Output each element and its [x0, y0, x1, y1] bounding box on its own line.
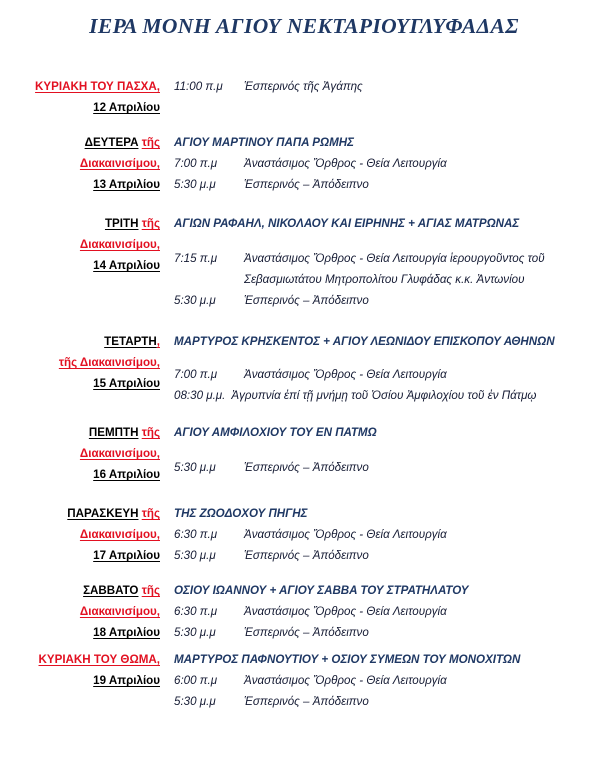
entry-day-label	[0, 580, 160, 601]
schedule-entry	[0, 132, 608, 195]
entry-day-column	[0, 503, 168, 566]
entry-date: 13 Απριλίου	[93, 178, 160, 191]
entry-day-label	[0, 422, 160, 443]
entry-detail-column	[168, 580, 608, 643]
service-time: 5:30 μ.μ	[174, 695, 216, 708]
service-description: Ἀναστάσιμος Ὄρθρος - Θεία Λειτουργία	[244, 605, 447, 618]
entry-day-column	[0, 649, 168, 691]
entry-day-label	[0, 76, 160, 97]
service-description: Ἑσπερινός – Ἀπόδειπνο	[244, 178, 369, 191]
service-line	[174, 524, 598, 545]
service-line	[174, 290, 598, 311]
entry-gap	[0, 485, 608, 503]
entry-day-qualifier: ΚΥΡΙΑΚΗ ΤΟΥ ΘΩΜΑ,	[38, 653, 160, 666]
entry-detail-column	[168, 331, 608, 406]
service-line	[174, 385, 598, 406]
entry-detail-column	[168, 132, 608, 195]
service-description: Ἑσπερινός – Ἀπόδειπνο	[244, 549, 369, 562]
service-description: Ἀγρυπνία ἐπί τῇ μνήμῃ τοῦ Ὁσίου Ἀμφιλοχίου τοῦ ἐν Πάτμῳ	[231, 389, 537, 402]
entry-date: 19 Απριλίου	[93, 674, 160, 687]
entry-day-column	[0, 580, 168, 643]
entry-gap	[0, 311, 608, 331]
entry-day-column	[0, 76, 168, 118]
entry-day-label	[0, 503, 160, 524]
entry-day-subtitle: τῆς Διακαινισίμου,	[58, 356, 160, 369]
entry-spacer	[174, 234, 598, 248]
entry-day-label	[0, 331, 160, 352]
entry-commemoration: ΜΑΡΤΥΡΟΣ ΠΑΦΝΟΥΤΙΟΥ + ΟΣΙΟΥ ΣΥΜΕΩΝ ΤΟΥ ΜΟΝΟΧΙΤΩΝ	[174, 653, 521, 666]
entry-day-name: ΠΕΜΠΤΗ	[88, 426, 139, 439]
entry-date: 15 Απριλίου	[93, 377, 160, 390]
entry-day-qualifier: ΚΥΡΙΑΚΗ ΤΟΥ ΠΑΣΧΑ,	[35, 80, 160, 93]
entry-day-qualifier: τῆς	[141, 217, 160, 230]
entry-spacer	[174, 443, 598, 457]
entry-date: 17 Απριλίου	[93, 549, 160, 562]
schedule-entry	[0, 422, 608, 485]
entry-commemoration: ΑΓΙΟΥ ΜΑΡΤΙΝΟΥ ΠΑΠΑ ΡΩΜΗΣ	[174, 136, 354, 149]
service-time: 08:30 μ.μ.	[174, 389, 226, 402]
service-description: Ἀναστάσιμος Ὄρθρος - Θεία Λειτουργία ἱερουργοῦντος τοῦ Σεβασμιωτάτου Μητροπολίτου Γλυφάδας κ.κ. Ἀντωνίου	[244, 252, 545, 286]
schedule-entry	[0, 331, 608, 406]
entry-gap	[0, 712, 608, 718]
entry-gap	[0, 195, 608, 213]
service-line	[174, 670, 598, 691]
service-time: 6:30 π.μ	[174, 605, 218, 618]
service-description: Ἑσπερινός – Ἀπόδειπνο	[244, 626, 369, 639]
service-time: 5:30 μ.μ	[174, 461, 216, 474]
entry-day-qualifier: τῆς	[141, 136, 160, 149]
service-description: Ἀναστάσιμος Ὄρθρος - Θεία Λειτουργία	[244, 368, 447, 381]
entry-commemoration: ΤΗΣ ΖΩΟΔΟΧΟΥ ΠΗΓΗΣ	[174, 507, 308, 520]
service-time: 5:30 μ.μ	[174, 549, 216, 562]
service-description: Ἑσπερινός τῆς Ἀγάπης	[244, 80, 363, 93]
entry-date: 12 Απριλίου	[93, 101, 160, 114]
entry-date: 16 Απριλίου	[93, 468, 160, 481]
entry-day-column	[0, 331, 168, 394]
entry-day-label	[0, 213, 160, 234]
entry-day-name: ΤΕΤΑΡΤΗ	[104, 335, 157, 348]
entry-gap	[0, 406, 608, 422]
service-line	[174, 76, 598, 97]
entry-detail-column	[168, 422, 608, 478]
entry-day-label	[0, 649, 160, 670]
entry-day-subtitle: Διακαινισίμου,	[79, 238, 160, 251]
schedule-entry	[0, 503, 608, 566]
entry-day-subtitle: Διακαινισίμου,	[79, 528, 160, 541]
entry-day-name: ΠΑΡΑΣΚΕΥΗ	[67, 507, 139, 520]
entry-day-column	[0, 422, 168, 485]
service-description: Ἑσπερινός – Ἀπόδειπνο	[244, 695, 369, 708]
service-time: 5:30 μ.μ	[174, 626, 216, 639]
entry-day-name: ΤΡΙΤΗ	[104, 217, 139, 230]
entry-commemoration: ΜΑΡΤΥΡΟΣ ΚΡΗΣΚΕΝΤΟΣ + ΑΓΙΟΥ ΛΕΩΝΙΔΟΥ ΕΠΙΣΚΟΠΟΥ ΑΘΗΝΩΝ	[174, 335, 555, 348]
service-line	[174, 601, 598, 622]
service-time: 6:30 π.μ	[174, 528, 218, 541]
service-description: Ἑσπερινός – Ἀπόδειπνο	[244, 461, 369, 474]
service-line	[174, 545, 598, 566]
service-description: Ἀναστάσιμος Ὄρθρος - Θεία Λειτουργία	[244, 157, 447, 170]
service-time: 7:00 π.μ	[174, 368, 218, 381]
entry-gap	[0, 118, 608, 132]
entry-spacer	[174, 352, 598, 364]
entry-detail-column	[168, 76, 608, 97]
schedule-entry	[0, 213, 608, 311]
entry-commemoration: ΑΓΙΩΝ ΡΑΦΑΗΛ, ΝΙΚΟΛΑΟΥ ΚΑΙ ΕΙΡΗΝΗΣ + ΑΓΙΑΣ ΜΑΤΡΩΝΑΣ	[174, 217, 520, 230]
service-time: 7:00 π.μ	[174, 157, 218, 170]
entry-day-column	[0, 132, 168, 195]
entry-day-name: ΔΕΥΤΕΡΑ	[84, 136, 139, 149]
service-time: 5:30 μ.μ	[174, 294, 216, 307]
entry-day-subtitle: Διακαινισίμου,	[79, 157, 160, 170]
service-line	[174, 364, 598, 385]
service-description: Ἑσπερινός – Ἀπόδειπνο	[244, 294, 369, 307]
entry-day-subtitle: Διακαινισίμου,	[79, 447, 160, 460]
schedule-entry	[0, 76, 608, 118]
service-description: Ἀναστάσιμος Ὄρθρος - Θεία Λειτουργία	[244, 528, 447, 541]
service-line	[174, 174, 598, 195]
entry-day-qualifier: ,	[156, 335, 160, 348]
entry-day-qualifier: τῆς	[141, 426, 160, 439]
service-line	[174, 153, 598, 174]
entry-gap	[0, 566, 608, 580]
service-time: 6:00 π.μ	[174, 674, 218, 687]
entry-date: 18 Απριλίου	[93, 626, 160, 639]
entry-detail-column	[168, 503, 608, 566]
service-line	[174, 248, 598, 290]
entry-commemoration: ΑΓΙΟΥ ΑΜΦΙΛΟΧΙΟΥ ΤΟΥ ΕΝ ΠΑΤΜΩ	[174, 426, 377, 439]
entry-day-name: ΣΑΒΒΑΤΟ	[83, 584, 139, 597]
service-description: Ἀναστάσιμος Ὄρθρος - Θεία Λειτουργία	[244, 674, 447, 687]
page-title: ΙΕΡΑ ΜΟΝΗ ΑΓΙΟΥ ΝΕΚΤΑΡΙΟΥΓΛΥΦΑΔΑΣ	[89, 14, 519, 38]
entry-detail-column	[168, 213, 608, 311]
service-line	[174, 457, 598, 478]
entry-commemoration: ΟΣΙΟΥ ΙΩΑΝΝΟΥ + ΑΓΙΟΥ ΣΑΒΒΑ ΤΟΥ ΣΤΡΑΤΗΛΑΤΟΥ	[174, 584, 469, 597]
schedule-list	[0, 76, 608, 718]
entry-day-qualifier: τῆς	[141, 507, 160, 520]
entry-date: 14 Απριλίου	[93, 259, 160, 272]
service-line	[174, 622, 598, 643]
entry-day-column	[0, 213, 168, 276]
entry-day-subtitle: Διακαινισίμου,	[79, 605, 160, 618]
service-time: 7:15 π.μ	[174, 252, 218, 265]
schedule-entry	[0, 580, 608, 643]
entry-day-label	[0, 132, 160, 153]
service-time: 11:00 π.μ	[174, 80, 223, 93]
schedule-entry	[0, 649, 608, 712]
entry-detail-column	[168, 649, 608, 712]
service-time: 5:30 μ.μ	[174, 178, 216, 191]
entry-day-qualifier: τῆς	[141, 584, 160, 597]
service-line	[174, 691, 598, 712]
